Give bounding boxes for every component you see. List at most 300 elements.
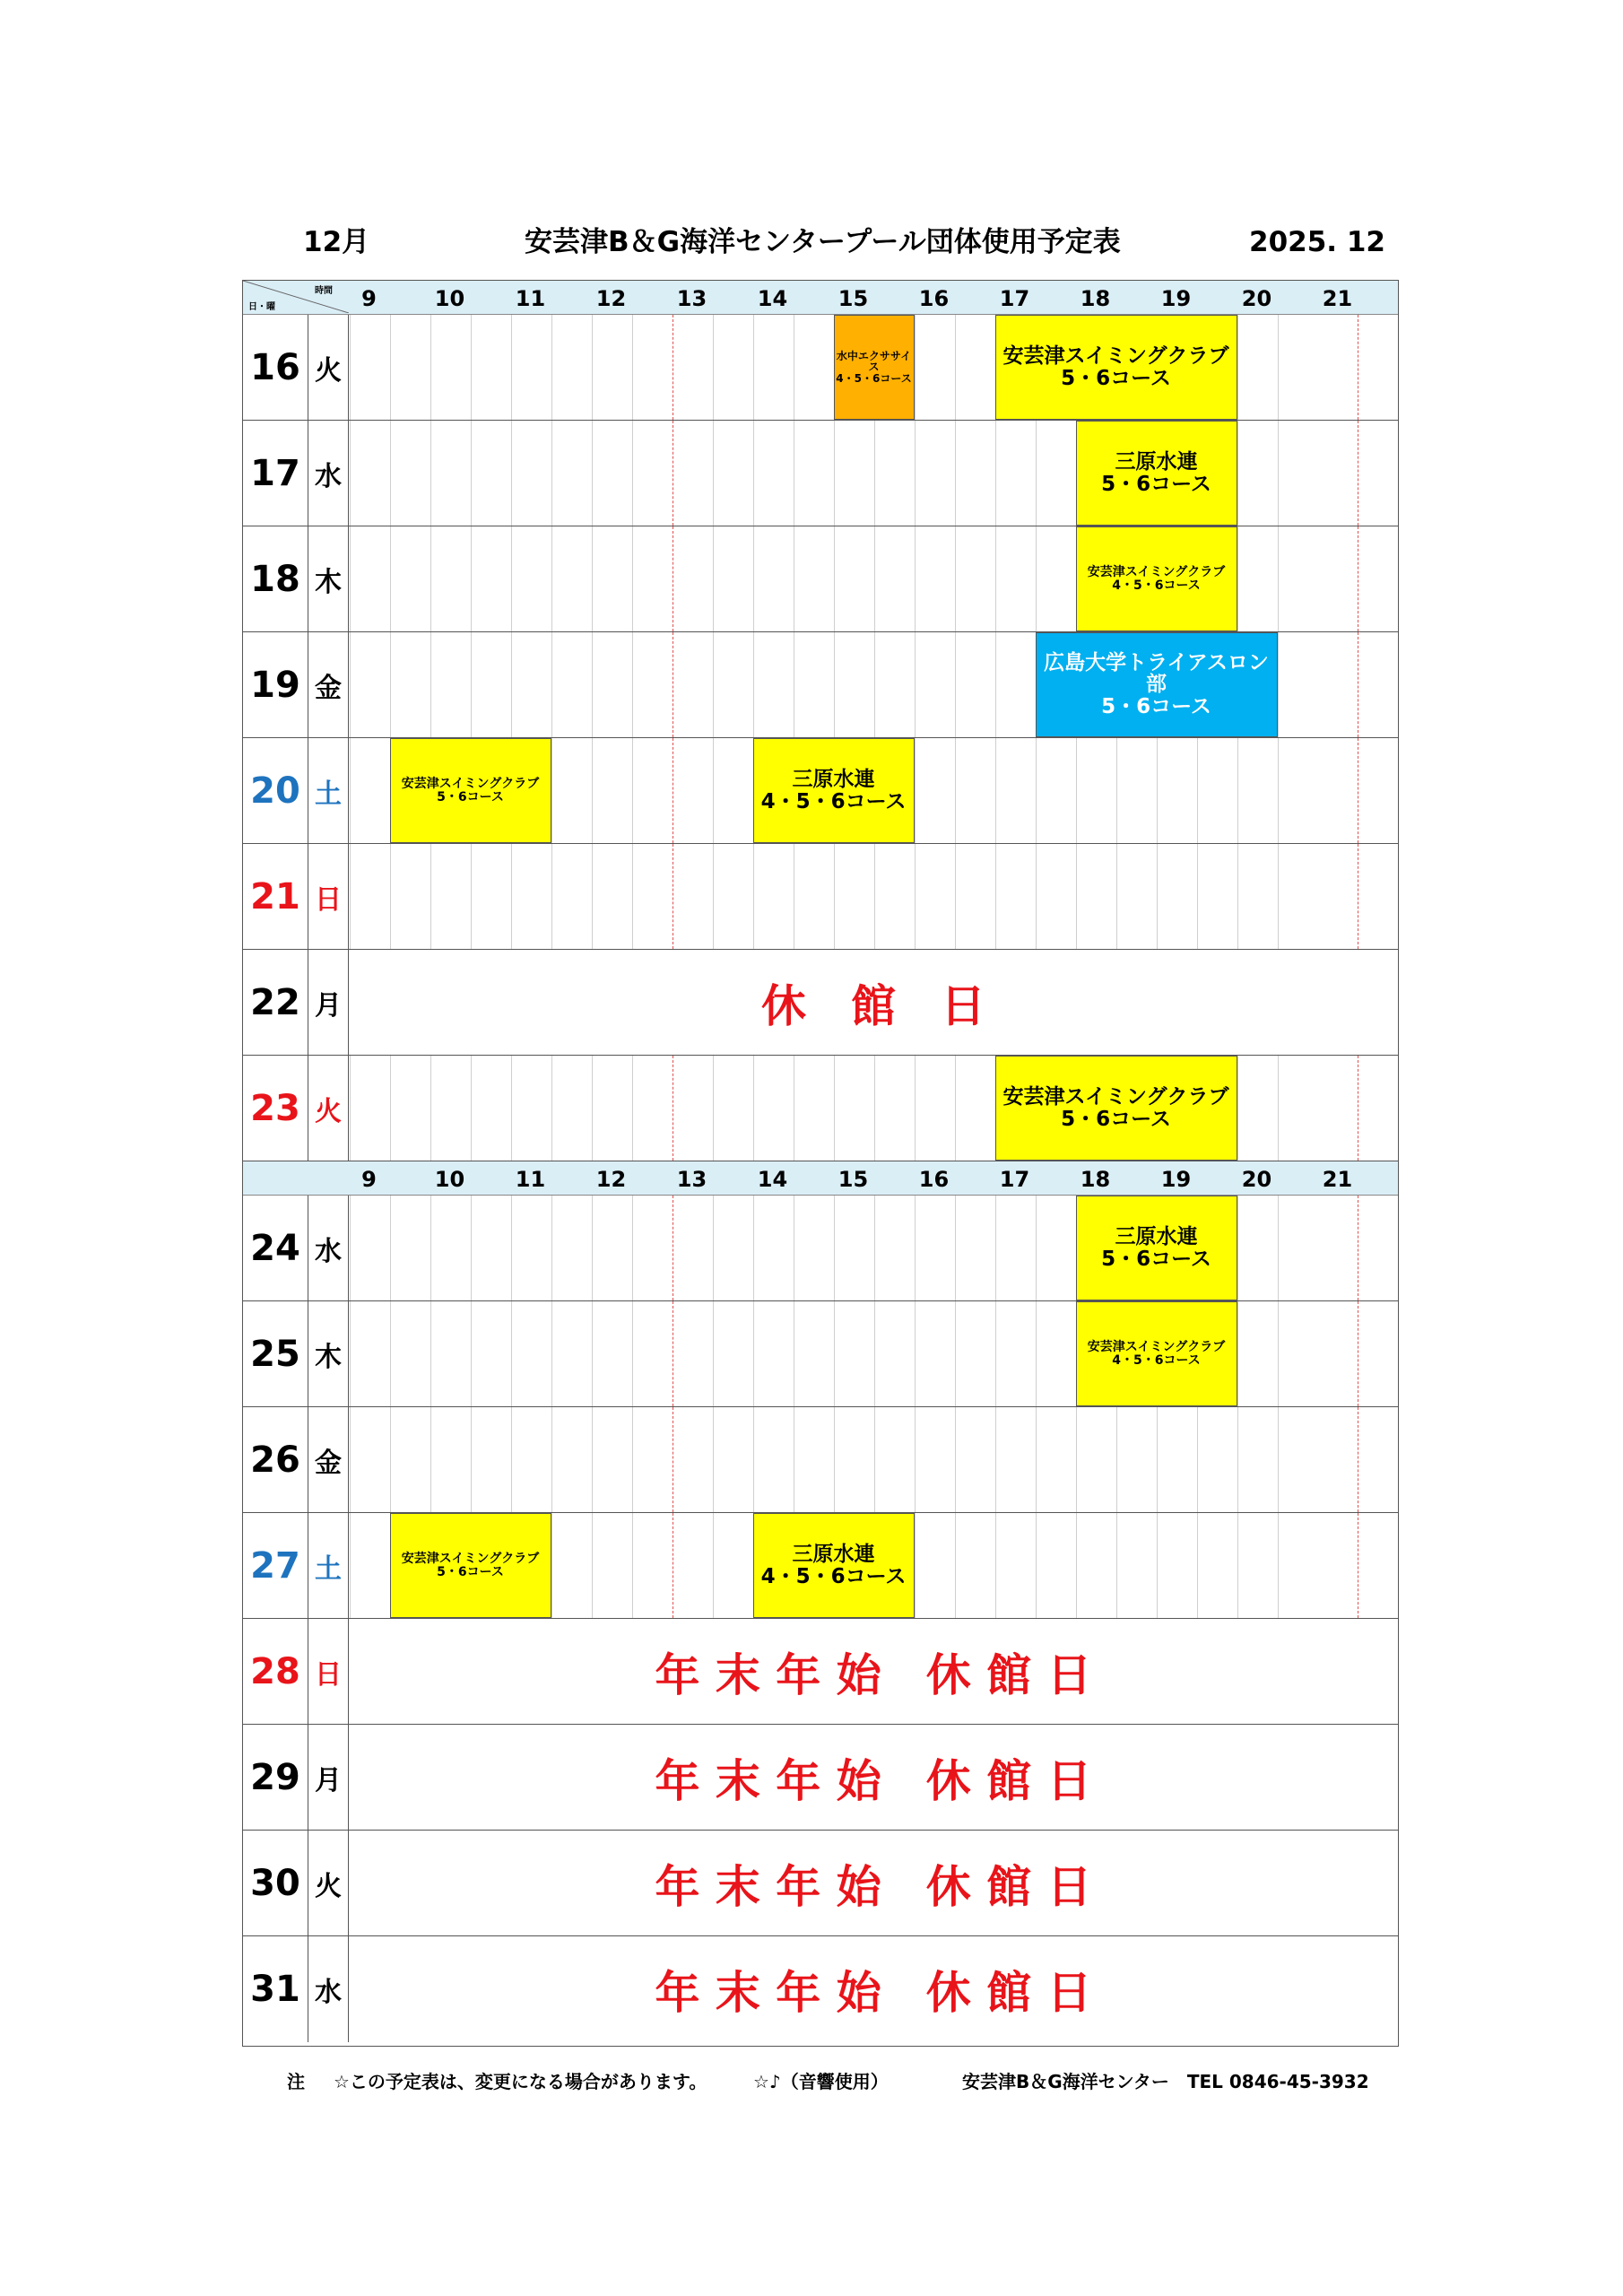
grid-line (713, 421, 714, 526)
day-of-week: 土 (308, 738, 349, 843)
grid-line (834, 1056, 835, 1161)
grid-line (511, 1407, 512, 1512)
grid-line (551, 738, 552, 843)
day-number: 24 (250, 1227, 300, 1269)
hour-label: 19 (1160, 1167, 1192, 1192)
grid-line (632, 1513, 633, 1618)
event-text: 安芸津スイミングクラブ (401, 776, 540, 791)
grid-line (390, 1301, 391, 1406)
grid-line (1237, 1056, 1238, 1161)
grid-line (1237, 526, 1238, 631)
event-text: 安芸津スイミングクラブ (1002, 1085, 1229, 1109)
hour-label: 20 (1241, 286, 1272, 311)
event-text: ス (868, 361, 880, 374)
closed-notice: 年 末 年 始 休 館 日 (655, 1754, 1092, 1807)
grid-line (955, 844, 956, 949)
event-block[interactable] (390, 738, 551, 843)
grid-line (632, 1196, 633, 1300)
day-number: 27 (250, 1544, 300, 1587)
grid-line (430, 1301, 431, 1406)
grid-line (390, 632, 391, 737)
grid-line (915, 738, 916, 843)
grid-line (1116, 844, 1117, 949)
event-text: 部 (1146, 673, 1167, 697)
grid-line (713, 844, 714, 949)
day-of-week: 水 (308, 1196, 349, 1300)
grid-line (955, 1407, 956, 1512)
grid-line (551, 1196, 552, 1300)
grid-line (753, 1301, 754, 1406)
grid-line (1278, 1196, 1279, 1300)
grid-line (834, 1301, 835, 1406)
grid-line (1116, 1513, 1117, 1618)
grid-line (471, 421, 472, 526)
grid-line (511, 526, 512, 631)
grid-line (511, 1196, 512, 1300)
grid-line (1036, 1513, 1037, 1618)
grid-line (632, 1056, 633, 1161)
grid-line (1278, 315, 1279, 420)
day-row (243, 950, 1398, 1056)
grid-line (632, 844, 633, 949)
grid-line (834, 1196, 835, 1300)
grid-line (874, 632, 875, 737)
grid-line (753, 526, 754, 631)
event-text: 4・5・6コース (836, 371, 912, 385)
grid-line (551, 526, 552, 631)
hour-label: 20 (1241, 1167, 1272, 1192)
grid-line (350, 1513, 351, 1618)
grid-line (1116, 738, 1117, 843)
day-number: 30 (250, 1862, 300, 1904)
event-block[interactable] (753, 738, 915, 843)
grid-line (1157, 738, 1158, 843)
grid-line (995, 1301, 996, 1406)
grid-line (1278, 844, 1279, 949)
event-block[interactable] (390, 1513, 551, 1618)
grid-line (955, 738, 956, 843)
grid-line (511, 1301, 512, 1406)
grid-line (915, 421, 916, 526)
event-text: 4・5・6コース (1112, 578, 1201, 593)
day-row (243, 421, 1398, 526)
event-text: 三原水連 (792, 768, 875, 792)
event-text: 三原水連 (1115, 1225, 1198, 1249)
event-block[interactable] (834, 315, 915, 420)
grid-line (511, 632, 512, 737)
grid-line (713, 1196, 714, 1300)
grid-line (1237, 1301, 1238, 1406)
hour-label: 16 (918, 1167, 950, 1192)
grid-line (955, 1196, 956, 1300)
grid-line (1036, 1407, 1037, 1512)
hour-header (243, 281, 1398, 315)
hour-label: 13 (676, 286, 707, 311)
grid-line (713, 1407, 714, 1512)
grid-line (874, 526, 875, 631)
grid-line (834, 421, 835, 526)
day-number: 23 (250, 1087, 300, 1129)
grid-line (713, 738, 714, 843)
grid-line (1036, 1196, 1037, 1300)
grid-line (350, 738, 351, 843)
grid-line (350, 1407, 351, 1512)
grid-line (955, 421, 956, 526)
grid-line (874, 1056, 875, 1161)
grid-line (551, 1301, 552, 1406)
grid-line (955, 1301, 956, 1406)
grid-line (430, 526, 431, 631)
hour-label: 15 (838, 286, 869, 311)
grid-line (592, 632, 593, 737)
grid-line (551, 421, 552, 526)
grid-line (430, 632, 431, 737)
corner-cell (243, 281, 349, 313)
day-row (243, 1619, 1398, 1725)
grid-line (915, 1407, 916, 1512)
day-row (243, 1301, 1398, 1407)
grid-line (471, 844, 472, 949)
grid-line (995, 844, 996, 949)
grid-line (955, 315, 956, 420)
hour-label: 18 (1080, 286, 1111, 311)
grid-line (834, 526, 835, 631)
grid-line (955, 1513, 956, 1618)
grid-line (350, 1196, 351, 1300)
grid-line (874, 1196, 875, 1300)
closed-notice: 休 館 日 (761, 979, 985, 1032)
day-number: 29 (250, 1756, 300, 1798)
grid-line (834, 632, 835, 737)
grid-line (632, 421, 633, 526)
grid-line (1036, 844, 1037, 949)
grid-line (430, 1196, 431, 1300)
event-block[interactable] (995, 1056, 1237, 1161)
hour-label: 21 (1322, 286, 1353, 311)
grid-line (1197, 738, 1198, 843)
grid-line (471, 632, 472, 737)
hour-label: 12 (595, 286, 627, 311)
grid-line (592, 844, 593, 949)
event-text: 広島大学トライアスロン (1044, 651, 1269, 675)
grid-line (632, 526, 633, 631)
contact-info: 安芸津B＆G海洋センター TEL 0846-45-3932 (962, 2071, 1369, 2092)
hour-label: 13 (676, 1167, 707, 1192)
grid-line (551, 844, 552, 949)
event-block[interactable] (995, 315, 1237, 420)
grid-line (1036, 421, 1037, 526)
grid-line (430, 421, 431, 526)
grid-line (592, 738, 593, 843)
hour-label: 11 (515, 286, 546, 311)
grid-line (430, 1056, 431, 1161)
grid-line (592, 421, 593, 526)
day-of-week: 木 (308, 526, 349, 631)
day-row (243, 844, 1398, 950)
grid-line (915, 1196, 916, 1300)
day-number: 31 (250, 1969, 300, 2010)
day-number: 19 (250, 664, 300, 706)
corner-day-label: 日・曜 (248, 302, 275, 312)
grid-line (1278, 738, 1279, 843)
grid-line (1197, 844, 1198, 949)
grid-line (1157, 844, 1158, 949)
event-block[interactable] (1076, 1196, 1237, 1300)
grid-line (1076, 1513, 1077, 1618)
event-text: 5・6コース (1061, 1107, 1171, 1131)
hour-label: 14 (757, 286, 788, 311)
hour-label: 11 (515, 1167, 546, 1192)
event-text: 4・5・6コース (760, 789, 907, 813)
grid-line (874, 844, 875, 949)
grid-line (1237, 1407, 1238, 1512)
day-number: 26 (250, 1439, 300, 1481)
grid-line (753, 315, 754, 420)
grid-line (471, 315, 472, 420)
grid-line (915, 844, 916, 949)
grid-line (390, 1056, 391, 1161)
grid-line (1036, 738, 1037, 843)
grid-line (471, 1056, 472, 1161)
grid-line (1157, 1407, 1158, 1512)
grid-line (995, 738, 996, 843)
day-number: 17 (250, 452, 300, 494)
day-of-week: 月 (308, 1725, 349, 1830)
grid-line (350, 844, 351, 949)
grid-line (350, 421, 351, 526)
grid-line (713, 526, 714, 631)
grid-line (390, 844, 391, 949)
grid-line (915, 526, 916, 631)
grid-line (834, 844, 835, 949)
grid-line (551, 1056, 552, 1161)
day-of-week: 火 (308, 315, 349, 420)
sound-note: ☆♪（音響使用） (753, 2071, 889, 2092)
event-text: 4・5・6コース (1112, 1352, 1201, 1368)
grid-line (471, 1196, 472, 1300)
day-of-week: 日 (308, 1619, 349, 1724)
grid-line (551, 315, 552, 420)
grid-line (511, 421, 512, 526)
event-block[interactable] (1076, 526, 1237, 631)
grid-line (632, 1301, 633, 1406)
day-of-week: 火 (308, 1831, 349, 1935)
day-row (243, 1407, 1398, 1513)
hour-header (243, 1161, 1398, 1196)
hour-label: 17 (999, 1167, 1030, 1192)
grid-line (1278, 632, 1279, 737)
grid-line (350, 526, 351, 631)
grid-line (1278, 1513, 1279, 1618)
grid-line (753, 632, 754, 737)
grid-line (592, 1407, 593, 1512)
grid-line (592, 526, 593, 631)
grid-line (995, 632, 996, 737)
grid-line (350, 315, 351, 420)
event-block[interactable] (753, 1513, 915, 1618)
day-number: 21 (250, 875, 300, 918)
grid-line (430, 844, 431, 949)
page-title: 安芸津B＆G海洋センタープール団体使用予定表 (525, 226, 1121, 258)
grid-line (753, 1196, 754, 1300)
day-row (243, 1056, 1398, 1161)
grid-line (995, 1513, 996, 1618)
grid-line (753, 1056, 754, 1161)
grid-line (632, 738, 633, 843)
grid-line (350, 1301, 351, 1406)
grid-line (1197, 1407, 1198, 1512)
hour-label: 19 (1160, 286, 1192, 311)
corner-time-label: 時間 (315, 286, 333, 296)
grid-line (1237, 1513, 1238, 1618)
day-of-week: 木 (308, 1301, 349, 1406)
grid-line (915, 1056, 916, 1161)
grid-line (915, 315, 916, 420)
day-of-week: 水 (308, 421, 349, 526)
grid-line (511, 1056, 512, 1161)
day-of-week: 水 (308, 1936, 349, 2042)
grid-line (1278, 1407, 1279, 1512)
grid-line (390, 1196, 391, 1300)
grid-line (1237, 738, 1238, 843)
grid-line (713, 1056, 714, 1161)
event-block[interactable] (1076, 1301, 1237, 1406)
grid-line (874, 1407, 875, 1512)
grid-line (1237, 315, 1238, 420)
grid-line (753, 1407, 754, 1512)
day-row (243, 1831, 1398, 1936)
grid-line (1036, 526, 1037, 631)
day-row (243, 632, 1398, 738)
day-of-week: 月 (308, 950, 349, 1055)
grid-line (713, 315, 714, 420)
day-row (243, 526, 1398, 632)
closed-notice: 年 末 年 始 休 館 日 (655, 1648, 1092, 1701)
grid-line (430, 1407, 431, 1512)
change-note: ☆この予定表は、変更になる場合があります。 (334, 2071, 707, 2092)
event-text: 水中エクササイ (836, 349, 912, 362)
grid-line (1076, 1407, 1077, 1512)
note-label: 注 (287, 2071, 305, 2092)
hour-label: 10 (434, 1167, 465, 1192)
grid-line (592, 315, 593, 420)
grid-line (551, 632, 552, 737)
closed-notice: 年 末 年 始 休 館 日 (655, 1860, 1092, 1913)
grid-line (995, 526, 996, 631)
grid-line (471, 1407, 472, 1512)
grid-line (1278, 526, 1279, 631)
grid-line (955, 526, 956, 631)
grid-line (1197, 1513, 1198, 1618)
grid-line (592, 1056, 593, 1161)
grid-line (915, 1301, 916, 1406)
event-text: 三原水連 (792, 1543, 875, 1567)
grid-line (390, 1407, 391, 1512)
day-of-week: 金 (308, 632, 349, 737)
grid-line (390, 526, 391, 631)
hour-label: 12 (595, 1167, 627, 1192)
event-text: 三原水連 (1115, 450, 1198, 474)
schedule-table (242, 280, 1399, 2047)
hour-label: 17 (999, 286, 1030, 311)
day-row (243, 1196, 1398, 1301)
grid-line (1278, 1056, 1279, 1161)
event-text: 安芸津スイミングクラブ (1002, 344, 1229, 369)
event-text: 安芸津スイミングクラブ (1087, 564, 1226, 579)
grid-line (713, 1513, 714, 1618)
day-of-week: 日 (308, 844, 349, 949)
day-of-week: 金 (308, 1407, 349, 1512)
grid-line (1036, 1301, 1037, 1406)
day-of-week: 土 (308, 1513, 349, 1618)
day-row (243, 1936, 1398, 2042)
grid-line (1076, 844, 1077, 949)
grid-line (955, 1056, 956, 1161)
day-row (243, 1513, 1398, 1619)
grid-line (632, 1407, 633, 1512)
event-block[interactable] (1036, 632, 1278, 737)
grid-line (632, 632, 633, 737)
hour-label: 9 (361, 1167, 377, 1192)
grid-line (713, 632, 714, 737)
grid-line (834, 1407, 835, 1512)
grid-line (1237, 844, 1238, 949)
grid-line (511, 315, 512, 420)
day-row (243, 1725, 1398, 1831)
grid-line (1116, 1407, 1117, 1512)
grid-line (350, 632, 351, 737)
hour-label: 16 (918, 286, 950, 311)
grid-line (1076, 738, 1077, 843)
grid-line (1278, 1301, 1279, 1406)
closed-notice: 年 末 年 始 休 館 日 (655, 1967, 1092, 2019)
grid-line (511, 844, 512, 949)
day-of-week: 火 (308, 1056, 349, 1161)
grid-line (995, 421, 996, 526)
hour-label: 10 (434, 286, 465, 311)
grid-line (753, 421, 754, 526)
hour-label: 15 (838, 1167, 869, 1192)
grid-line (955, 632, 956, 737)
grid-line (551, 1407, 552, 1512)
event-text: 安芸津スイミングクラブ (401, 1551, 540, 1566)
issue-date: 2025. 12 (1249, 226, 1385, 258)
month-label: 12月 (303, 226, 370, 258)
grid-line (1157, 1513, 1158, 1618)
grid-line (713, 1301, 714, 1406)
grid-line (471, 1301, 472, 1406)
grid-line (471, 526, 472, 631)
grid-line (632, 315, 633, 420)
grid-line (350, 1056, 351, 1161)
grid-line (995, 1407, 996, 1512)
event-block[interactable] (1076, 421, 1237, 526)
grid-line (592, 1513, 593, 1618)
event-text: 5・6コース (437, 789, 504, 804)
grid-line (995, 1196, 996, 1300)
day-number: 16 (250, 346, 300, 388)
grid-line (390, 315, 391, 420)
day-number: 18 (250, 558, 300, 600)
day-row (243, 315, 1398, 421)
grid-line (1237, 1196, 1238, 1300)
event-text: 5・6コース (1101, 1247, 1211, 1271)
hour-label: 14 (757, 1167, 788, 1192)
day-number: 22 (250, 981, 300, 1023)
day-number: 20 (250, 770, 300, 812)
event-text: 安芸津スイミングクラブ (1087, 1339, 1226, 1354)
event-text: 5・6コース (437, 1564, 504, 1579)
